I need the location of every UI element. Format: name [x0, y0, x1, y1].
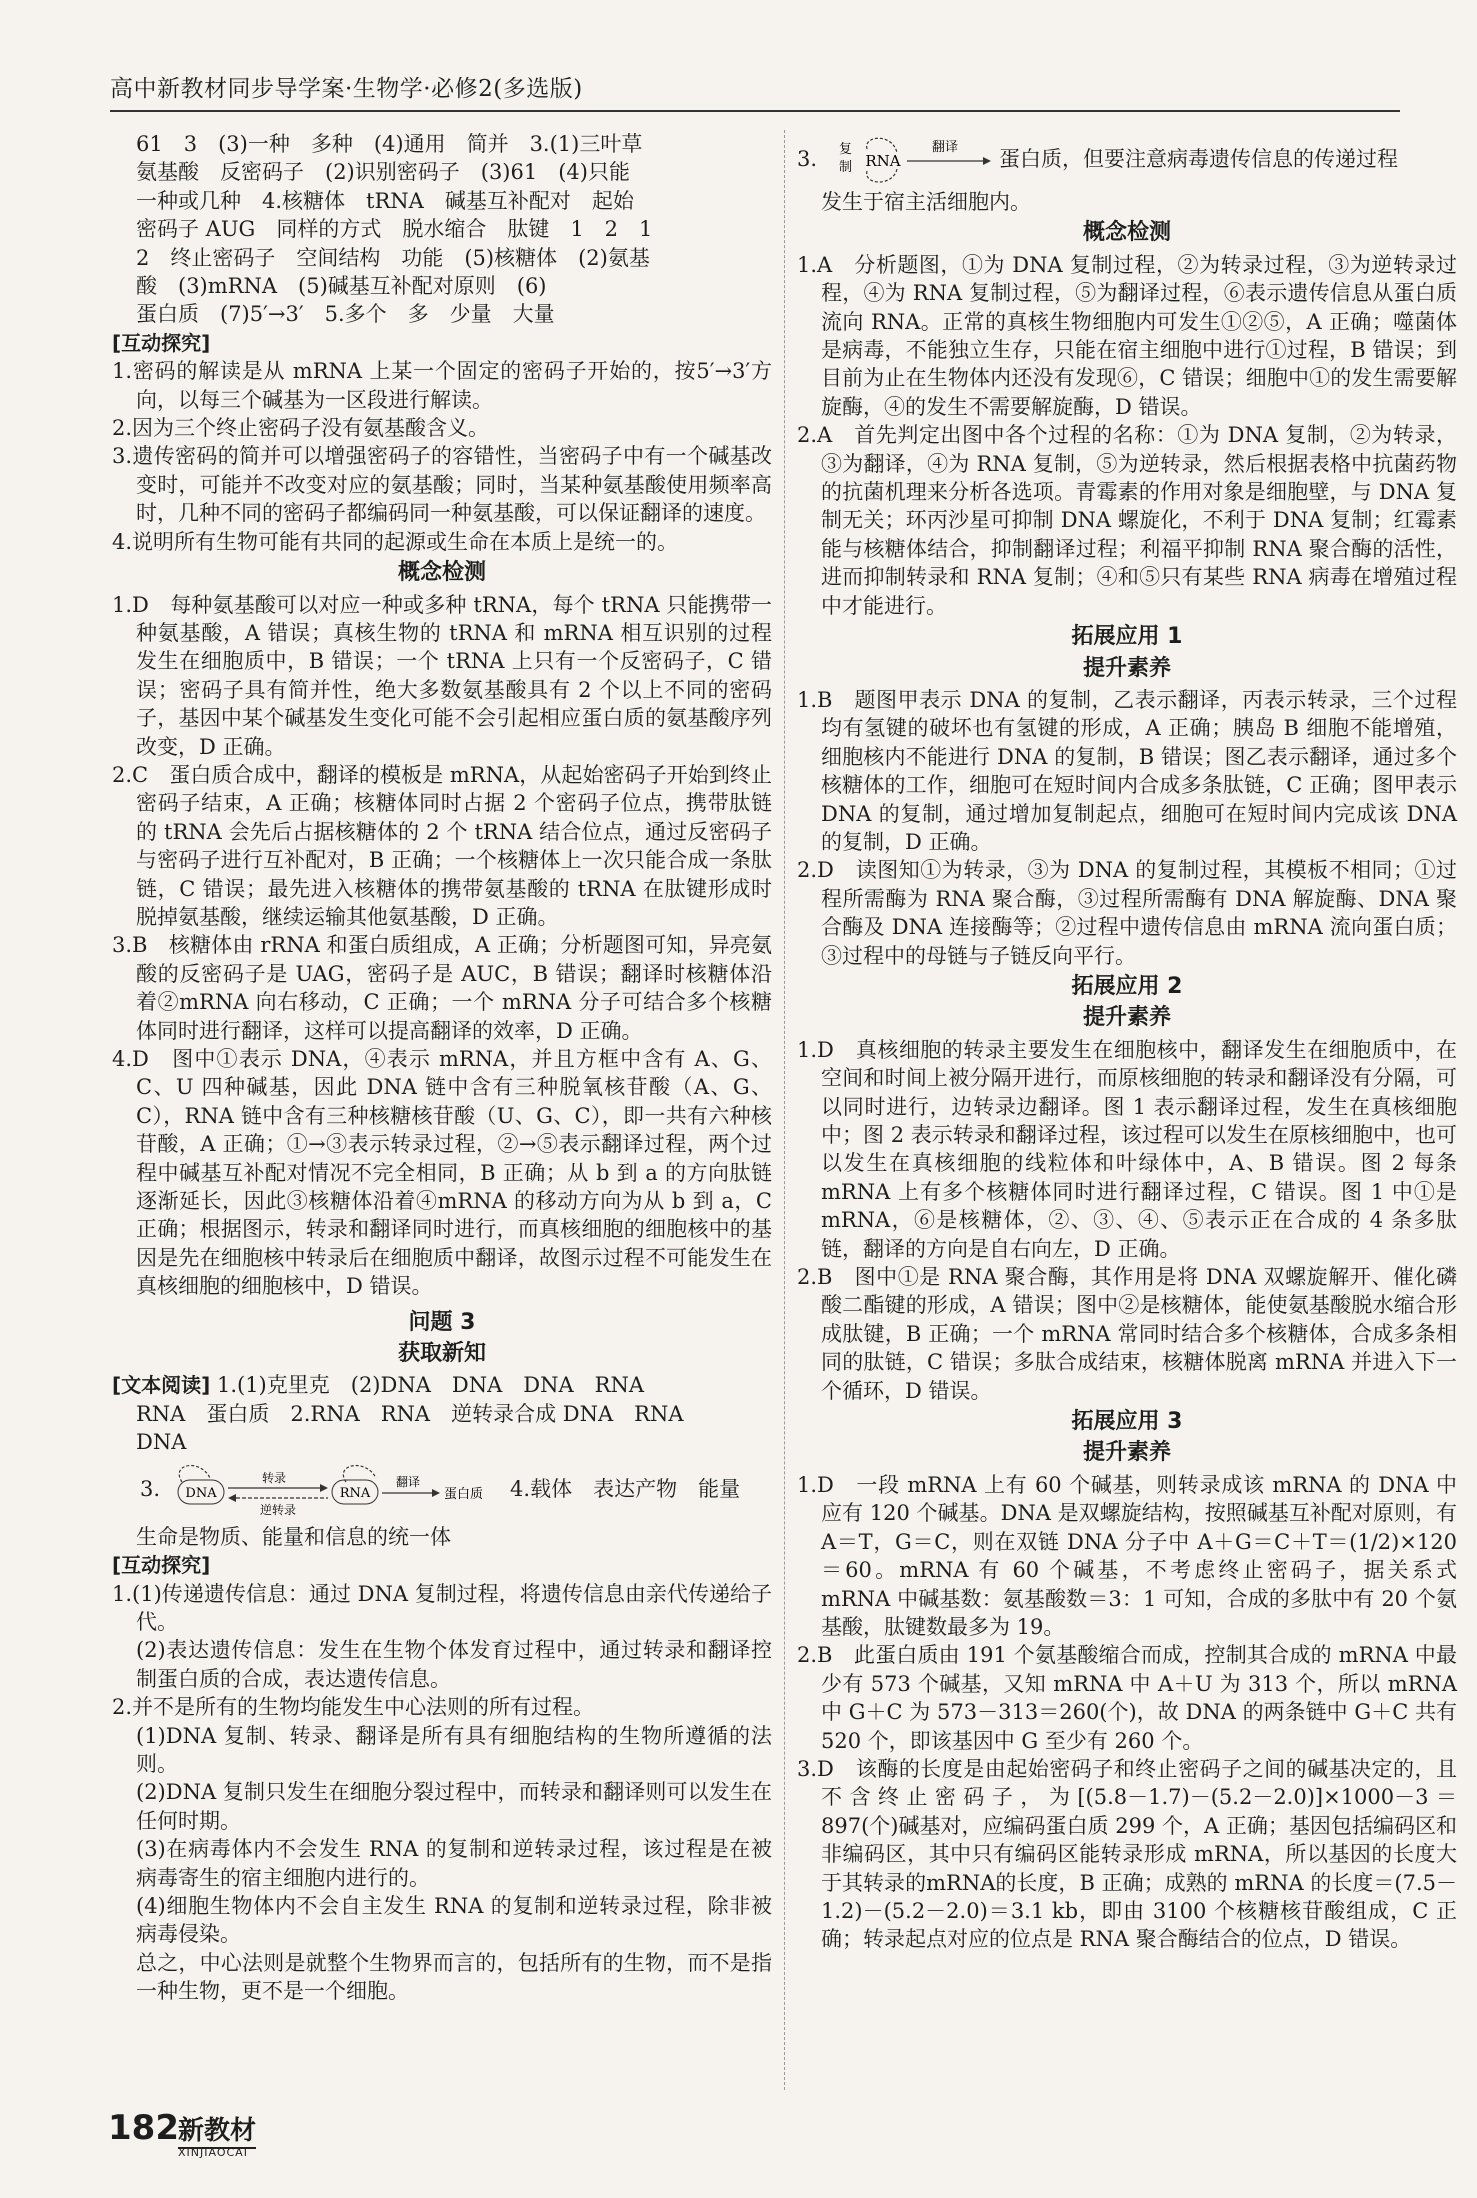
answer-item: 1.A 分析题图，①为 DNA 复制过程，②为转录过程，③为逆转录过程，④为 RNA 复制过程，⑤为翻译过程，⑥表示遗传信息从蛋白质流向 RNA。正常的真核生物细胞内可发生①②⑤，A 正确；噬菌体是病毒，不能独立生存，只能在宿主细胞中进行①过程，B 错误；到目前为止在生物体内还没有发现⑥，C 错误；细胞中①的发生需要解旋酶，④的发生不需要解旋酶，D 错误。 [797, 252, 1457, 419]
section-title: 概念检测 [1082, 220, 1171, 246]
arrow-label-translation: 翻译 [932, 140, 959, 155]
intro-line: 密码子 AUG 同样的方式 脱水缩合 肽键 1 2 1 [136, 217, 653, 242]
arrow-label-transcription: 转录 [262, 1470, 287, 1485]
answer-item: 1.D 每种氨基酸可以对应一种或多种 tRNA，每个 tRNA 只能携带一种氨基酸，A 错误；真核生物的 tRNA 和 mRNA 相互识别的过程发生在细胞质中，B 错误；一个 tRNA 上只有一个反密码子，C 错误；密码子具有简并性，绝大多数氨基酸具有 2 个以上不同的密码子，基因中某个碱基发生变化可能不会引起相应蛋白质的氨基酸序列改变，D 正确。 [112, 592, 772, 759]
hudong-tag: [互动探究] [112, 330, 211, 355]
answer-item: 总之，中心法则是就整个生物界而言的，包括所有的生物，而不是指一种生物，更不是一个细胞。 [136, 1950, 772, 2004]
answer-item: 1.(1)传递遗传信息：通过 DNA 复制过程，将遗传信息由亲代传递给子代。 [112, 1581, 772, 1634]
arrow-label-translation: 翻译 [396, 1474, 421, 1489]
answer-item: (4)细胞生物体内不会自主发生 RNA 的复制和逆转录过程，除非被病毒侵染。 [136, 1893, 772, 1947]
intro-line: 一种或几种 4.核糖体 tRNA 碱基互补配对 起始 [136, 188, 634, 213]
answer-item: 3.B 核糖体由 rRNA 和蛋白质组成，A 正确；分析题图可知，异亮氨酸的反密码子是 UAG，密码子是 AUC，B 错误；翻译时核糖体沿着②mRNA 向右移动，C 正确；一个 mRNA 分子可结合多个核糖体同时进行翻译，这样可以提高翻译的效率，D 正确。 [112, 933, 772, 1043]
rna-node: RNA [339, 1485, 371, 1501]
answer-item: (1)DNA 复制、转录、翻译是所有具有细胞结构的生物所遵循的法则。 [136, 1723, 772, 1776]
brand-logo: 新教材 [178, 2110, 256, 2149]
answer-item: 3.D 该酶的长度是由起始密码子和终止密码子之间的碱基决定的，且不含终止密码子，为[(5.8－1.7)－(5.2－2.0)]×1000－3＝897(个)碱基对，应编码蛋白质 299 个，A 正确；基因包括编码区和非编码区，其中只有编码区能转录形成 mRNA，所以基因的长度大于其转录的mRNA的长度，B 正确；成熟的 mRNA 的长度＝(7.5－1.2)－(5.2－2.0)＝3.1 kb，即由 3100 个核糖核苷酸组成，C 正确；转录起点对应的位点是 RNA 聚合酶结合的位点，D 错误。 [797, 1756, 1457, 1952]
diagram-prefix: 3. [140, 1477, 161, 1502]
answer-item: 2.B 图中①是 RNA 聚合酶，其作用是将 DNA 双螺旋解开、催化磷酸二酯键的形成，A 错误；图中②是核糖体，能使氨基酸脱水缩合形成肽键，B 正确；一个 mRNA 常同时结合多个核糖体，合成多条相同的肽链，C 错误；多肽合成结束，核糖体脱离 mRNA 并进入下一个循环，D 错误。 [797, 1265, 1457, 1403]
intro-line: 61 3 (3)一种 多种 (4)通用 简并 3.(1)三叶草 [136, 132, 643, 156]
rna-virus-svg [823, 131, 993, 187]
answer-item: 3.遗传密码的简并可以增强密码子的容错性，当密码子中有一个碱基改变时，可能并不改变对应的氨基酸；同时，当某种氨基酸使用频率高时，几种不同的密码子都编码同一种氨基酸，可以保证翻译的速度。 [112, 444, 772, 526]
rna-node: RNA [865, 152, 901, 170]
answer-item: 1.D 真核细胞的转录主要发生在细胞核中，翻译发生在细胞质中，在空间和时间上被分隔开进行，而原核细胞的转录和翻译没有分隔，可以同时进行，边转录边翻译。图 1 表示翻译过程，发生在真核细胞中；图 2 表示转录和翻译过程，该过程可以发生在原核细胞中，也可以发生在真核细胞的线粒体和叶绿体中，A、B 错误。图 2 每条 mRNA 上有多个核糖体同时进行翻译过程，C 错误。图 1 中①是 mRNA，⑥是核糖体，②、③、④、⑤表示正在合成的 4 条多肽链，翻译的方向是自右向左，D 正确。 [797, 1037, 1457, 1261]
header-rule [110, 110, 1400, 112]
answer-item: 4.说明所有生物可能有共同的起源或生命在本质上是统一的。 [112, 529, 679, 554]
answer-item: 1.D 一段 mRNA 上有 60 个碱基，则转录成该 mRNA 的 DNA 中应有 120 个碱基。DNA 是双螺旋结构，按照碱基互补配对原则，有 A＝T，G＝C，则在双链 DNA 分子中 A＋G＝C＋T＝(1/2)×120＝60。mRNA 有 60 个碱基，不考虑终止密码子，据关系式 mRNA 中碱基数：氨基酸数＝3：1 可知，合成的多肽中有 20 个氨基酸，肽键数最多为 19。 [797, 1472, 1457, 1639]
section-title: 问题 3 [408, 1309, 476, 1335]
diagram-prefix: 3. [797, 146, 818, 171]
answer-item: 4.D 图中①表示 DNA，④表示 mRNA，并且方框中含有 A、G、C、U 四种碱基，因此 DNA 链中含有三种脱氧核苷酸（A、G、C），RNA 链中含有三种核糖核苷酸（U、G、C），即一共有六种核苷酸，A 正确；①→③表示转录过程，②→⑤表示翻译过程，两个过程中碱基互补配对情况不完全相同，B 正确；从 b 到 a 的方向肽链逐渐延长，因此③核糖体沿着④mRNA 的移动方向为从 b 到 a，C 正确；根据图示，转录和翻译同时进行，而真核细胞的细胞核中的基因是先在细胞核中转录后在细胞质中翻译，故图示过程不可能发生在真核细胞的细胞核中，D 错误。 [112, 1047, 772, 1299]
answer-item: 1.密码的解读是从 mRNA 上某一个固定的密码子开始的，按5′→3′方向，以每三个碱基为一区段进行解读。 [112, 359, 772, 412]
dogma-svg [170, 1460, 500, 1520]
section-subtitle: 获取新知 [397, 1341, 486, 1367]
replication-loop-icon [867, 138, 897, 153]
arrowhead-icon [983, 157, 991, 165]
intro-line: 酸 (3)mRNA (5)碱基互补配对原则 (6) [136, 274, 547, 299]
running-header: 高中新教材同步导学案·生物学·必修2(多选版) [110, 76, 583, 102]
answer-item: 2.A 首先判定出图中各个过程的名称：①为 DNA 复制，②为转录，③为翻译，④为 RNA 复制，⑤为逆转录，然后根据表格中抗菌药物的抗菌机理来分析各选项。青霉素的作用对象是细胞壁，与 DNA 复制无关；环丙沙星可抑制 DNA 螺旋化，不利于 DNA 复制；红霉素能与核糖体结合，抑制翻译过程；利福平抑制 RNA 聚合酶的活性，进而抑制转录和 RNA 复制；④和⑤只有某些 RNA 病毒在增殖过程中才能进行。 [797, 423, 1457, 618]
intro-answers [112, 130, 772, 329]
brand-pinyin: XINJIAOCAI [178, 2146, 248, 2159]
answer-item: 2.B 此蛋白质由 191 个氨基酸缩合而成，控制其合成的 mRNA 中最少有 573 个碱基，又知 mRNA 中 A＋U 为 313 个，所以 mRNA 中 G＋C 为 573－313＝260(个)，故 DNA 的两条链中 G＋C 共有 520 个，即该基因中 G 至少有 260 个。 [797, 1643, 1457, 1753]
section-subtitle: 提升素养 [1082, 655, 1171, 681]
answer-item: (3)在病毒体内不会发生 RNA 的复制和逆转录过程，该过程是在被病毒寄生的宿主细胞内进行的。 [136, 1837, 772, 1890]
diagram-text: 蛋白质，但要注意病毒遗传信息的传递过程 [999, 146, 1399, 171]
loop-label-bottom: 制 [839, 160, 853, 175]
central-dogma-diagram [112, 1457, 772, 1523]
answer-item: 2.因为三个终止密码子没有氨基酸含义。 [112, 416, 490, 441]
intro-line: 氨基酸 反密码子 (2)识别密码子 (3)61 (4)只能 [136, 160, 630, 185]
section-title: 概念检测 [397, 560, 486, 586]
answer-item: 2.D 读图知①为转录，③为 DNA 的复制过程，其模板不相同；①过程所需酶为 RNA 聚合酶，③过程所需酶有 DNA 解旋酶、DNA 聚合酶及 DNA 连接酶等；②过程中遗传信息由 mRNA 流向蛋白质；③过程中的母链与子链反向平行。 [797, 858, 1457, 968]
answer-item: (2)表达遗传信息：发生在生物个体发育过程中，通过转录和翻译控制蛋白质的合成，表达遗传信息。 [136, 1638, 772, 1691]
arrow-label-reverse: 逆转录 [260, 1502, 297, 1517]
section-title: 拓展应用 1 [1071, 624, 1183, 650]
arrowhead-icon [228, 1494, 236, 1502]
section-subtitle: 提升素养 [1082, 1440, 1171, 1466]
arrowhead-icon [320, 1484, 328, 1492]
diagram-text-cont: 发生于宿主活细胞内。 [821, 190, 1031, 214]
answer-item: 1.B 题图甲表示 DNA 的复制，乙表示翻译，丙表示转录，三个过程均有氢键的破坏也有氢键的形成，A 正确；胰岛 B 细胞不能增殖，细胞核内不能进行 DNA 的复制，B 错误；图乙表示翻译，通过多个核糖体的工作，细胞可在短时间内合成多条肽链，C 正确；图甲表示 DNA 的复制，通过增加复制起点，细胞可在短时间内完成该 DNA 的复制，D 正确。 [797, 687, 1457, 854]
dna-node: DNA [185, 1485, 217, 1501]
intro-line: 2 终止密码子 空间结构 功能 (5)核糖体 (2)氨基 [136, 245, 650, 270]
intro-line: 蛋白质 (7)5′→3′ 5.多个 多 少量 大量 [136, 302, 555, 327]
diagram-suffix: 4.载体 表达产物 能量 [510, 1477, 741, 1502]
loop-label-top: 复 [839, 142, 853, 157]
text-line: RNA 蛋白质 2.RNA RNA 逆转录合成 DNA RNA [136, 1401, 684, 1426]
section-title: 拓展应用 3 [1071, 1409, 1183, 1435]
wenben-tag: [文本阅读] [112, 1373, 211, 1398]
hudong-tag: [互动探究] [112, 1553, 211, 1578]
text-line: DNA [136, 1430, 187, 1455]
answer-item: 2.并不是所有的生物均能发生中心法则的所有过程。 [112, 1695, 595, 1720]
text-line: 1.(1)克里克 (2)DNA DNA DNA RNA [216, 1373, 644, 1398]
left-column [112, 130, 772, 2006]
right-column [797, 130, 1457, 1954]
page-number: 182 [108, 2108, 179, 2148]
replication-loop-icon [867, 169, 897, 182]
answer-item: 2.C 蛋白质合成中，翻译的模板是 mRNA，从起始密码子开始到终止密码子结束，A 正确；核糖体同时占据 2 个密码子位点，携带肽链的 tRNA 会先后占据核糖体的 2 个 tRNA 结合位点，通过反密码子与密码子进行互补配对，B 正确；一个核糖体上一次只能合成一条肽链，C 错误；最先进入核糖体的携带氨基酸的 tRNA 在肽键形成时脱掉氨基酸，继续运输其他氨基酸，D 正确。 [112, 762, 772, 929]
protein-node: 蛋白质 [444, 1486, 484, 1502]
section-subtitle: 提升素养 [1082, 1005, 1171, 1031]
section-title: 拓展应用 2 [1071, 973, 1183, 999]
column-divider [784, 130, 786, 2090]
answer-item: (2)DNA 复制只发生在细胞分裂过程中，而转录和翻译则可以发生在任何时期。 [136, 1780, 772, 1833]
text-line: 生命是物质、能量和信息的统一体 [136, 1524, 451, 1549]
arrowhead-icon [432, 1489, 440, 1497]
rna-virus-diagram [797, 130, 1457, 188]
